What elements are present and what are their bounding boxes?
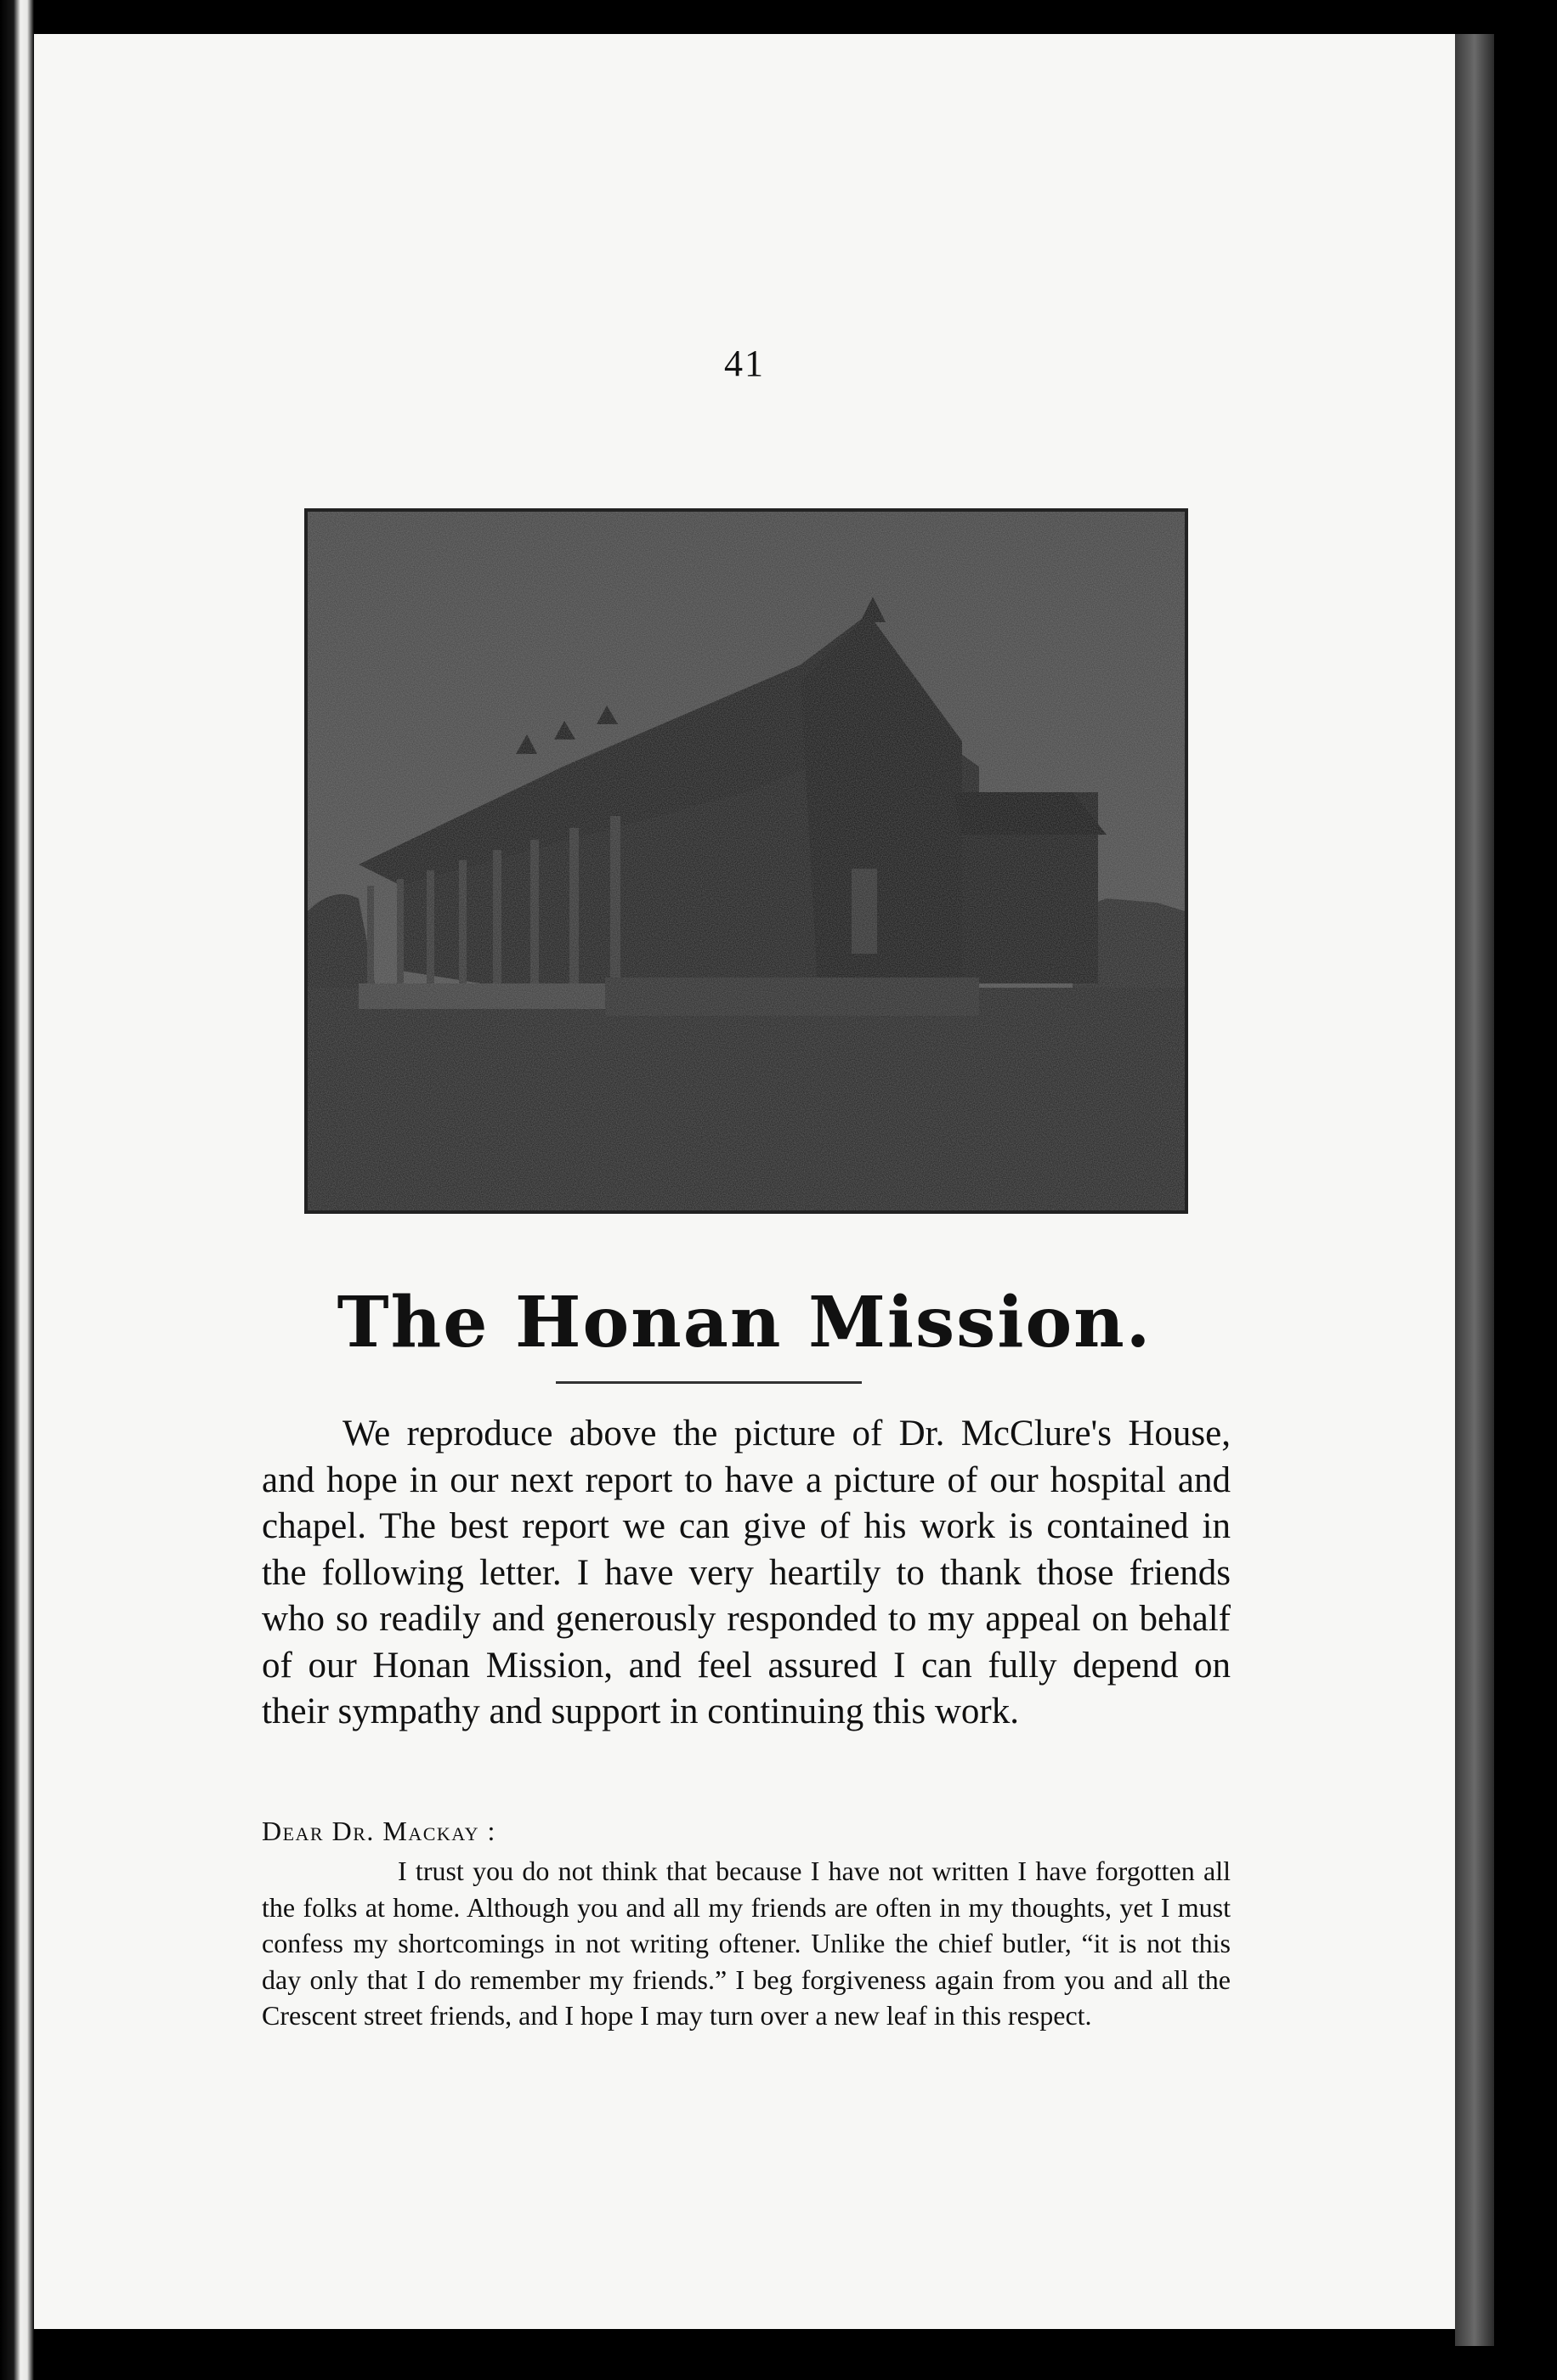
house-photograph [304, 508, 1188, 1214]
scan-border [1494, 0, 1557, 2380]
intro-paragraph [262, 1411, 1231, 1736]
house-photo-image [308, 512, 1185, 1210]
title-divider [556, 1381, 862, 1384]
letter-text: I trust you do not think that because I have not written I have forgotten all the folks at home. Although you and all my friends are often in my thoughts, yet I must confess my shortcomings in not writing oftener. Unlike the chief butler, “it is not this day only that I do remember my friends.” I beg forgiveness again from you and all the Crescent street friends, and I hope I may turn over a new leaf in this respect. [262, 1856, 1231, 2031]
page-edge-shadow [1455, 34, 1494, 2346]
document-page [34, 34, 1489, 2329]
page-number: 41 [724, 343, 765, 384]
letter-paragraph [262, 1853, 1231, 2034]
intro-text: We reproduce above the picture of Dr. McClure's House, and hope in our next report to have a picture of our hospital and chapel. The best report we can give of his work is contained in the following letter. I have very heartily to thank those friends who so readily and generously responded to my appeal on behalf of our Honan Mission, and feel assured I can fully depend on their sympathy and support in continuing this work. [262, 1414, 1231, 1731]
article-title: The Honan Mission. [337, 1282, 1152, 1363]
left-page-edge [0, 0, 34, 2380]
letter-salutation: Dear Dr. Mackay : [262, 1816, 496, 1846]
